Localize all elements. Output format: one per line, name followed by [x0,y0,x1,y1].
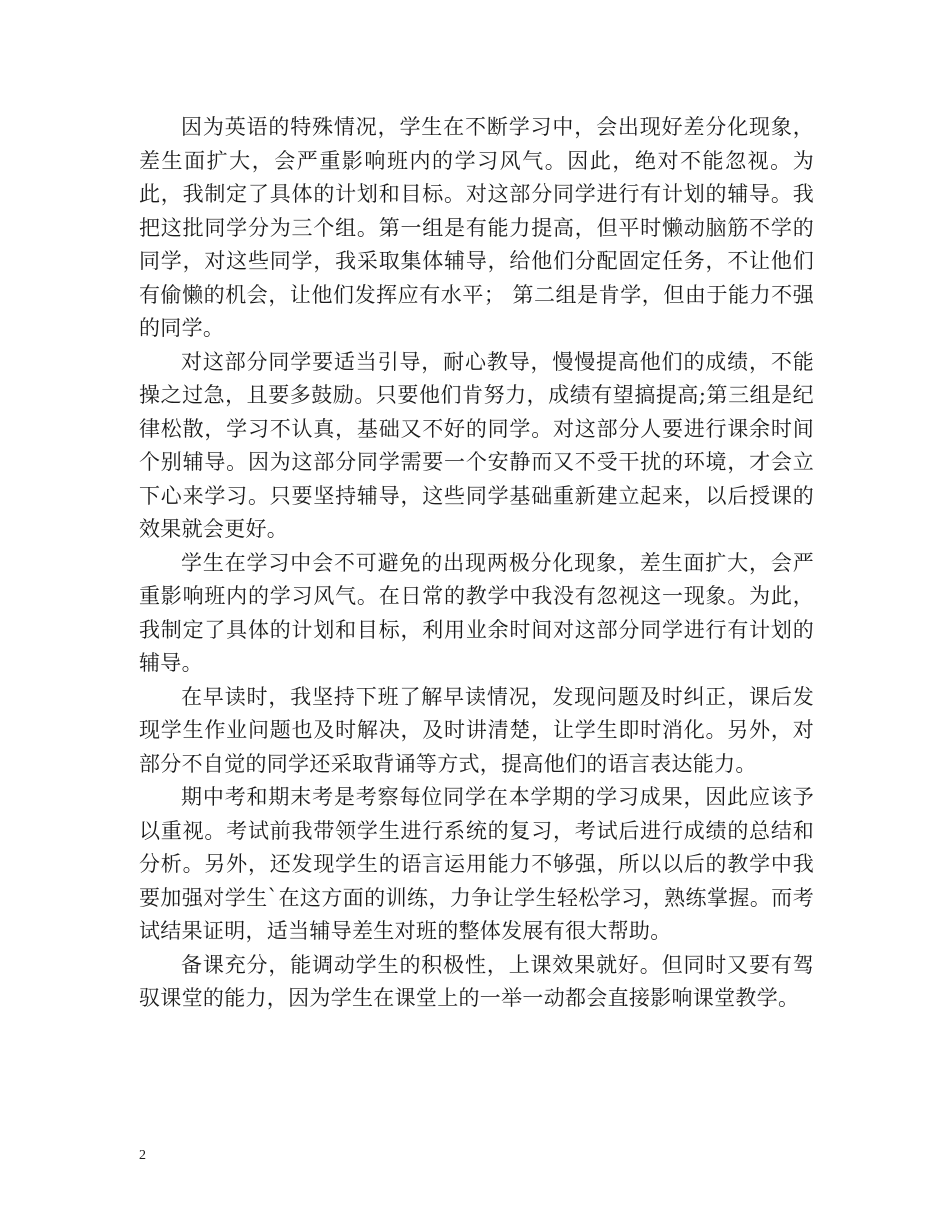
paragraph-5: 期中考和期末考是考察每位同学在本学期的学习成果，因此应该予以重视。考试前我带领学生进行系统的复习，考试后进行成绩的总结和分析。另外，还发现学生的语言运用能力不够强，所以以后的教学中我要加强对学生`在这方面的训练，力争让学生轻松学习，熟练掌握。而考试结果证明，适当辅导差生对班的整体发展有很大帮助。 [139,785,814,943]
document-body [139,111,814,1016]
paragraph-3: 学生在学习中会不可避免的出现两极分化现象，差生面扩大，会严重影响班内的学习风气。在日常的教学中我没有忽视这一现象。为此，我制定了具体的计划和目标，利用业余时间对这部分同学进行有计划的辅导。 [139,550,814,675]
paragraph-1: 因为英语的特殊情况，学生在不断学习中，会出现好差分化现象，差生面扩大，会严重影响班内的学习风气。因此，绝对不能忽视。为此，我制定了具体的计划和目标。对这部分同学进行有计划的辅导。我把这批同学分为三个组。第一组是有能力提高，但平时懒动脑筋不学的同学，对这些同学，我采取集体辅导，给他们分配固定任务，不让他们有偷懒的机会，让他们发挥应有水平； 第二组是肯学，但由于能力不强的同学。 [139,115,814,340]
paragraph-2: 对这部分同学要适当引导，耐心教导，慢慢提高他们的成绩，不能操之过急，且要多鼓励。只要他们肯努力，成绩有望搞提高;第三组是纪律松散，学习不认真，基础又不好的同学。对这部分人要进行课余时间个别辅导。因为这部分同学需要一个安静而又不受干扰的环境，才会立下心来学习。只要坚持辅导，这些同学基础重新建立起来，以后授课的效果就会更好。 [139,349,814,541]
paragraph-6: 备课充分，能调动学生的积极性，上课效果就好。但同时又要有驾驭课堂的能力，因为学生在课堂上的一举一动都会直接影响课堂教学。 [139,952,814,1010]
page-number: 2 [139,1148,146,1163]
paragraph-4: 在早读时，我坚持下班了解早读情况，发现问题及时纠正，课后发现学生作业问题也及时解决，及时讲清楚，让学生即时消化。另外，对部分不自觉的同学还采取背诵等方式，提高他们的语言表达能力。 [139,684,814,776]
